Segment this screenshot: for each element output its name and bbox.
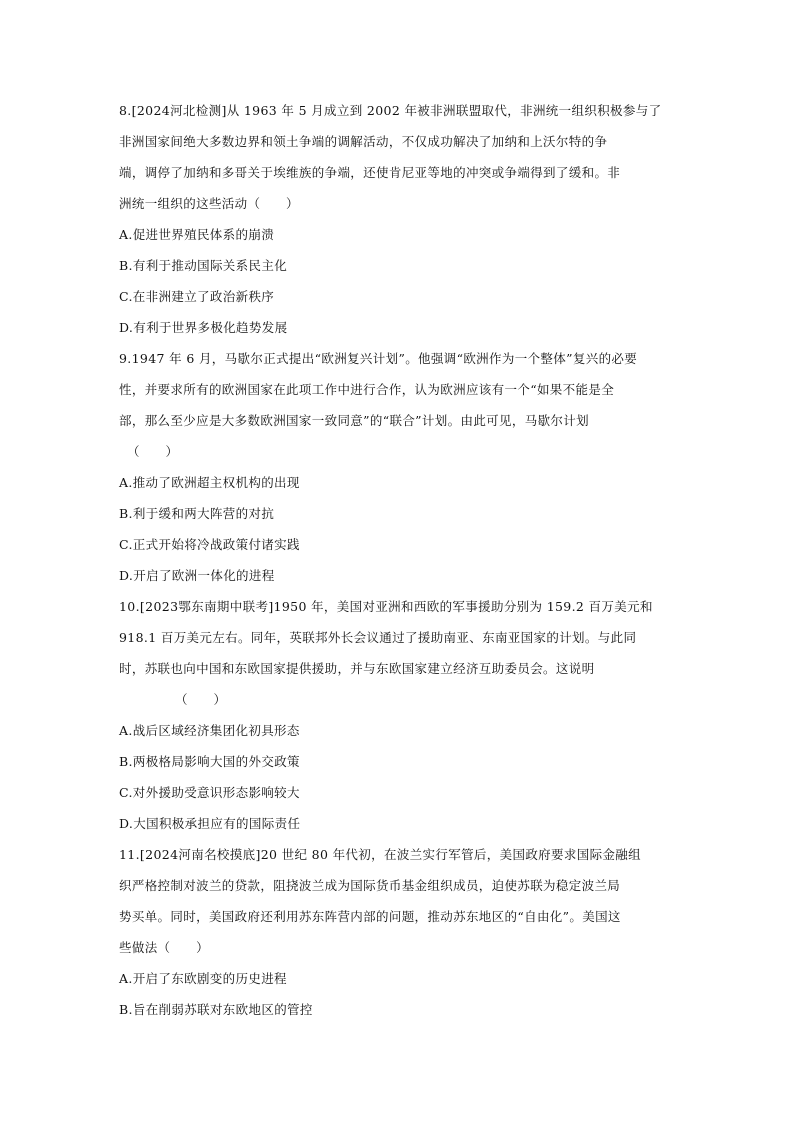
option-a: A.战后区域经济集团化初具形态 [119,723,300,738]
question-stem-line: 势买单。同时，美国政府还利用苏东阵营内部的问题，推动苏东地区的“自由化”。美国这 [119,909,621,924]
option-c: C.正式开始将冷战政策付诸实践 [119,537,300,552]
question-stem-line: 非洲国家间绝大多数边界和领土争端的调解活动，不仅成功解决了加纳和上沃尔特的争 [119,134,608,149]
question-stem-line: 洲统一组织的这些活动（ ） [119,196,299,211]
question-stem-line: 9.1947 年 6 月，马歇尔正式提出“欧洲复兴计划”。他强调“欧洲作为一个整体”复兴的必要 [119,351,638,366]
question-10 [119,591,679,839]
option-b: B.两极格局影响大国的外交政策 [119,754,300,769]
option-a: A.促进世界殖民体系的崩溃 [119,227,275,242]
question-8 [119,95,679,343]
question-stem-line: 些做法（ ） [119,940,209,955]
question-stem-line: 918.1 百万美元左右。同年，英联邦外长会议通过了援助南亚、东南亚国家的计划。与此同 [119,630,637,645]
question-stem-line: 端，调停了加纳和多哥关于埃维族的争端，还使肯尼亚等地的冲突或争端得到了缓和。非 [119,165,621,180]
option-c: C.对外援助受意识形态影响较大 [119,785,300,800]
option-d: D.大国积极承担应有的国际责任 [119,816,301,831]
option-b: B.利于缓和两大阵营的对抗 [119,506,275,521]
question-stem-line: 8.[2024河北检测]从 1963 年 5 月成立到 2002 年被非洲联盟取代，非洲统一组织积极参与了 [119,103,662,118]
question-stem-line: 性，并要求所有的欧洲国家在此项工作中进行合作，认为欧洲应该有一个“如果不能是全 [119,382,615,397]
question-stem-line: 10.[2023鄂东南期中联考]1950 年，美国对亚洲和西欧的军事援助分别为 159.2 百万美元和 [119,599,653,614]
option-b: B.旨在削弱苏联对东欧地区的管控 [119,1002,313,1017]
question-9 [119,343,679,591]
answer-blank: （ ） [175,692,227,707]
option-a: A.开启了东欧剧变的历史进程 [119,971,287,986]
answer-blank: （ ） [127,444,179,459]
question-11 [119,839,679,1025]
option-b: B.有利于推动国际关系民主化 [119,258,288,273]
question-list [119,95,679,1025]
option-a: A.推动了欧洲超主权机构的出现 [119,475,300,490]
question-stem-line: 时，苏联也向中国和东欧国家提供援助，并与东欧国家建立经济互助委员会。这说明 [119,661,595,676]
option-d: D.开启了欧洲一体化的进程 [119,568,275,583]
question-stem-line: 部，那么至少应是大多数欧洲国家一致同意”的“联合”计划。由此可见，马歇尔计划 [119,413,589,428]
question-stem-line: 织严格控制对波兰的贷款，阻挠波兰成为国际货币基金组织成员，迫使苏联为稳定波兰局 [119,878,621,893]
question-stem-line: 11.[2024河南名校摸底]20 世纪 80 年代初，在波兰实行军管后，美国政府要求国际金融组 [119,847,641,862]
option-c: C.在非洲建立了政治新秩序 [119,289,275,304]
option-d: D.有利于世界多极化趋势发展 [119,320,288,335]
